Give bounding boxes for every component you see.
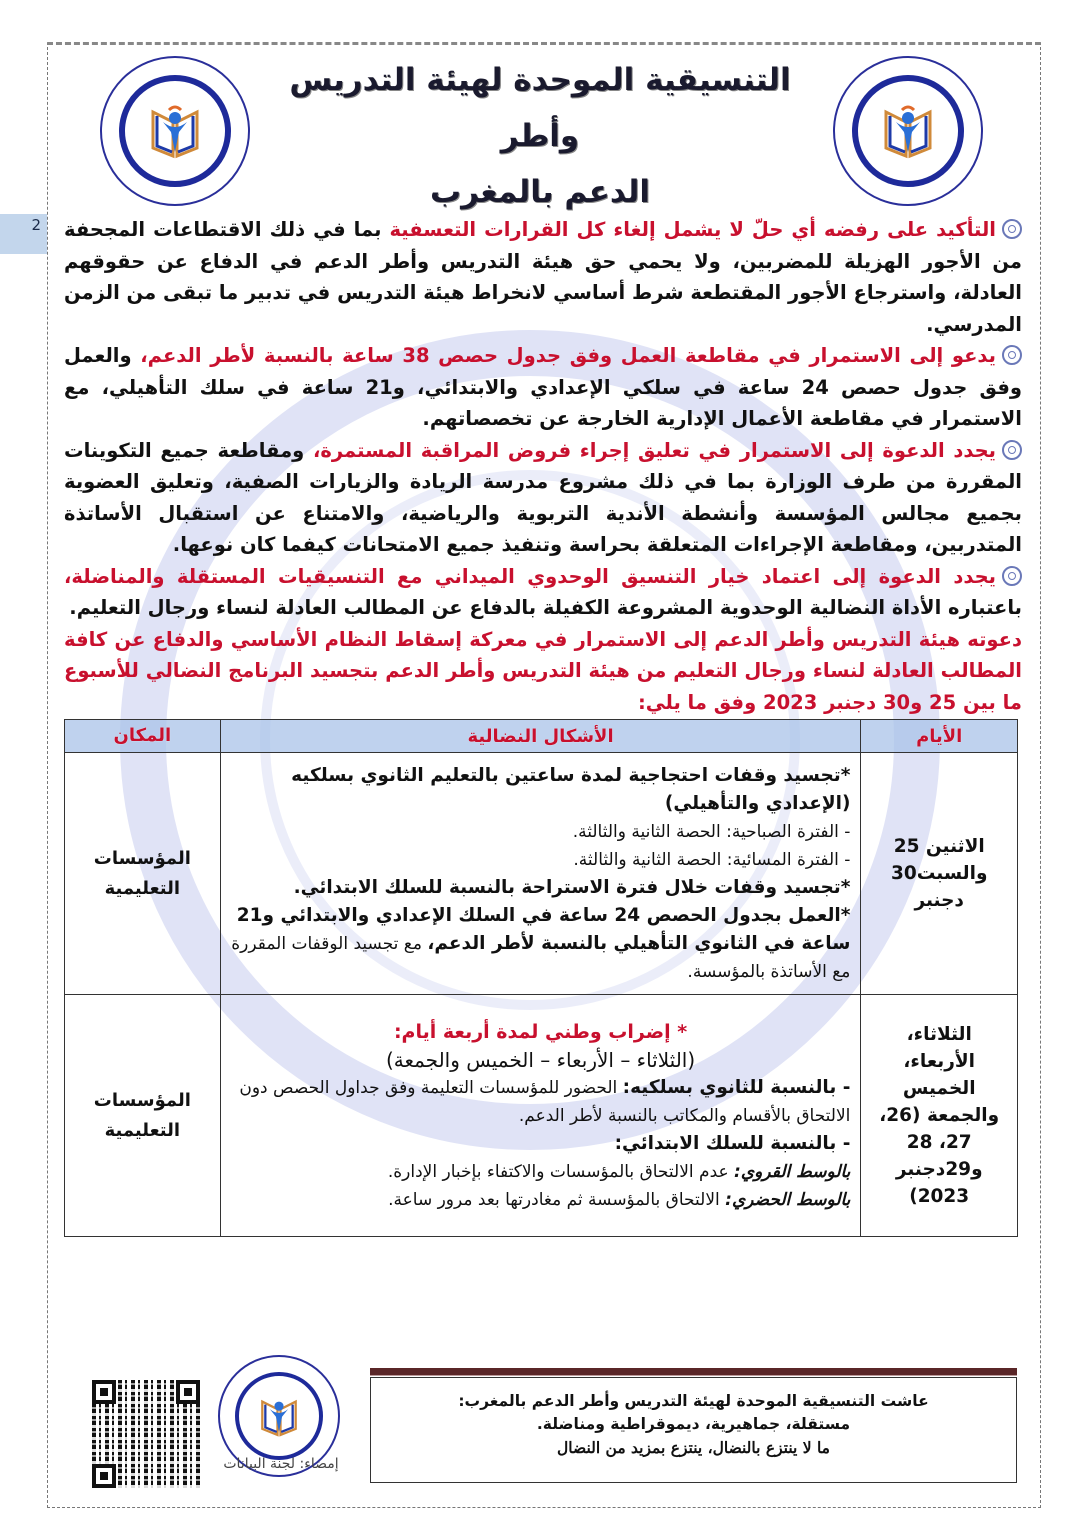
header-forms: الأشكال النضالية	[220, 720, 861, 753]
paragraph-3	[64, 435, 1022, 561]
logo-ring	[235, 1372, 323, 1460]
secondary-text: الحضور للمؤسسات التعليمة وفق جداول الحصص دون الالتحاق بالأقسام والمكاتب بالنسبة لأطر الدعم.	[239, 1077, 851, 1126]
row-1-forms	[220, 753, 861, 995]
footer-slogan-box	[370, 1377, 1017, 1483]
document-title	[270, 52, 810, 220]
evening-period: - الفترة المسائية: الحصة الثانية والثالثة.	[573, 849, 851, 870]
page-number: 2	[31, 216, 41, 234]
page-number-tab[interactable]	[0, 214, 47, 254]
call-to-action: دعوته هيئة التدريس وأطر الدعم إلى الاستمرار في معركة إسقاط النظام الأساسي والدفاع عن كافة المطالب العادلة لنساء ورجال التعليم من هيئة التدريس وأطر الدعم بتجسيد البرنامج النضالي للأسبوع ما بين 25 و30 دجنبر 2023 وفق ما يلي:	[64, 627, 1022, 714]
table-row	[65, 753, 1018, 995]
rural-text: عدم الالتحاق بالمؤسسات والاكتفاء بإخبار الإدارة.	[387, 1161, 735, 1182]
qr-finder	[92, 1464, 116, 1488]
place-line: المؤسسات	[93, 847, 191, 869]
circle-bullet-icon	[1002, 566, 1022, 586]
place-line: التعليمية	[104, 877, 181, 899]
footer-line-1: عاشت التنسيقية الموحدة لهيئة التدريس وأطر الدعم بالمغرب:	[458, 1392, 929, 1410]
paragraph-4	[64, 561, 1022, 624]
days-line: 2023)	[909, 1186, 970, 1207]
signature: إمضاء: لجنة البيانات	[223, 1456, 339, 1472]
qr-finder	[92, 1380, 116, 1404]
secondary-instructions	[231, 1074, 851, 1130]
morning-period: - الفترة الصباحية: الحصة الثانية والثالثة.	[572, 821, 851, 842]
primary-stands-item: *تجسيد وقفات خلال فترة الاستراحة بالنسبة للسلك الابتدائي.	[293, 876, 851, 898]
footer-divider	[370, 1368, 1017, 1376]
schedule-item-bold: *العمل بجدول الحصص 24 ساعة في السلك الإعدادي والابتدائي و21 ساعة في الثانوي التأهيلي بالنسبة لأطر الدعم،	[236, 904, 851, 954]
rural-label: بالوسط القروي:	[734, 1161, 851, 1182]
organization-logo-icon	[833, 56, 983, 206]
paragraph-2-text: والعمل وفق جدول حصص 24 ساعة في سلكي الإعدادي والابتدائي، و21 ساعة في سلك التأهيلي، مع الاستمرار في مقاطعة الأعمال الإدارية الخارجة عن تخصصاتهم.	[64, 344, 1023, 430]
paragraph-1-highlight: التأكيد على رفضه أي حلّ لا يشمل إلغاء كل القرارات التعسفية	[389, 218, 996, 241]
days-line: الخميس	[902, 1078, 976, 1099]
qr-finder	[176, 1380, 200, 1404]
header-days: الأيام	[861, 720, 1018, 753]
paragraph-4-text: باعتباره الأداة النضالية الوحدوية المشروعة الكفيلة بالدفاع عن المطالب العادلة لنساء ورجال التعليم.	[69, 596, 1022, 619]
table-header-row	[65, 720, 1018, 753]
days-line: 27، 28	[906, 1132, 972, 1153]
paragraph-4-highlight: يجدد الدعوة إلى اعتماد خيار التنسيق الوحدوي الميداني مع التنسيقيات المستقلة والمناضلة،	[64, 564, 996, 588]
paragraph-1-text: بما في ذلك الاقتطاعات المجحفة من الأجور الهزيلة للمضربين، ولا يحمي حق هيئة التدريس وأطر الدعم في الدفاع عن حقوقهم العادلة، واسترجاع الأجور المقتطعة شرط أساسي لانخراط هيئة التدريس في تدبير ما تبقى من الزمن المدرسي.	[64, 218, 1022, 336]
struggle-program-table	[64, 719, 1018, 1237]
schedule-item	[231, 902, 851, 986]
strike-days: (الثلاثاء – الأربعاء – الخميس والجمعة)	[385, 1047, 696, 1072]
schedule-item-normal: مع تجسيد الوقفات المقررة مع الأساتذة بالمؤسسة.	[231, 933, 851, 982]
title-line-1: التنسيقية الموحدة لهيئة التدريس وأطر	[289, 62, 791, 154]
title-line-2: الدعم بالمغرب	[429, 174, 651, 210]
paragraph-2	[64, 340, 1022, 435]
row-2-place	[65, 995, 221, 1237]
days-line: والسبت30	[890, 863, 988, 884]
footer-line-2: مستقلة، جماهيرية، ديموقراطية ومناضلة.	[536, 1415, 851, 1433]
paragraph-2-highlight: يدعو إلى الاستمرار في مقاطعة العمل وفق جدول حصص 38 ساعة بالنسبة لأطر الدعم،	[140, 344, 996, 367]
primary-label: - بالنسبة للسلك الابتدائي:	[614, 1132, 851, 1154]
footer-line-3: ما لا ينتزع بالنضال، ينتزع بمزيد من النضال	[557, 1438, 830, 1457]
statement-body	[64, 214, 1022, 718]
days-line: دجنبر	[914, 890, 964, 911]
urban-label: بالوسط الحضري:	[725, 1189, 851, 1210]
days-line: و29دجنبر	[895, 1159, 983, 1180]
circle-bullet-icon	[1002, 345, 1022, 365]
logo-ring	[852, 75, 964, 187]
row-2-days	[861, 995, 1018, 1237]
place-line: المؤسسات	[93, 1089, 191, 1111]
header-place: المكان	[65, 720, 221, 753]
place-line: التعليمية	[104, 1119, 181, 1141]
protest-stands-item: *تجسيد وقفات احتجاجية لمدة ساعتين بالتعليم الثانوي بسلكيه (الإعدادي والتأهيلي)	[291, 764, 851, 814]
rural-instructions	[231, 1158, 851, 1186]
logo-ring	[119, 75, 231, 187]
book-figure-icon	[145, 102, 205, 160]
row-2-forms	[220, 995, 861, 1237]
book-figure-icon	[878, 102, 938, 160]
urban-text: الالتحاق بالمؤسسة ثم مغادرتها بعد مرور ساعة.	[388, 1189, 726, 1210]
urban-instructions	[231, 1186, 851, 1214]
circle-bullet-icon	[1002, 219, 1022, 239]
book-figure-icon	[256, 1394, 302, 1438]
qr-code-icon[interactable]	[92, 1380, 200, 1488]
secondary-label: - بالنسبة للثانوي بسلكيه:	[622, 1076, 851, 1098]
organization-logo-icon	[100, 56, 250, 206]
days-line: الأربعاء،	[903, 1051, 975, 1072]
days-line: الثلاثاء،	[906, 1024, 972, 1045]
paragraph-3-highlight: يجدد الدعوة إلى الاستمرار في تعليق إجراء فروض المراقبة المستمرة،	[313, 438, 997, 462]
days-line: الاثنين 25	[893, 836, 985, 857]
paragraph-1	[64, 214, 1022, 340]
row-1-place	[65, 753, 221, 995]
table-row	[65, 995, 1018, 1237]
national-strike-title: * إضراب وطني لمدة أربعة أيام:	[393, 1020, 688, 1043]
paragraph-3-text: ومقاطعة جميع التكوينات المقررة من طرف الوزارة بما في ذلك مشروع مدرسة الريادة والزيارات الصفية، وتعليق العضوية بجميع مجالس المؤسسة وأنشطة الأندية التربوية والرياضية، والامتناع عن استقبال الأساتذة المتدربين، ومقاطعة الإجراءات المتعلقة بحراسة وتنفيذ جميع الامتحانات كيفما كان نوعها.	[64, 438, 1022, 556]
days-line: والجمعة (26،	[879, 1105, 1000, 1126]
row-1-days	[861, 753, 1018, 995]
circle-bullet-icon	[1002, 440, 1022, 460]
